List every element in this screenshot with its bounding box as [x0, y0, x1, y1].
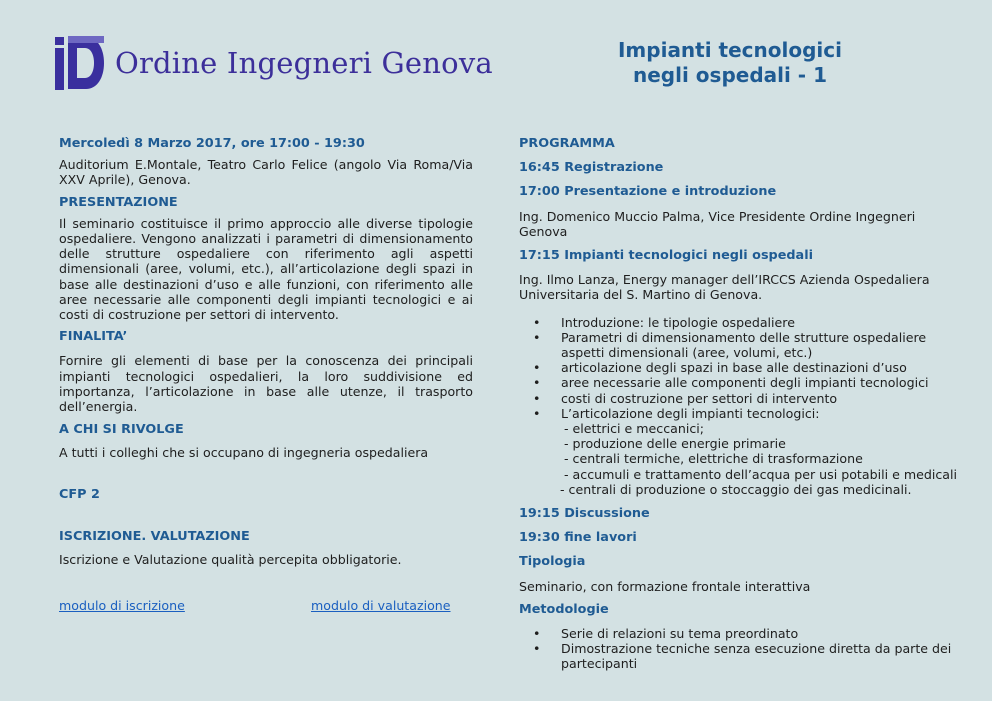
list-item: • aree necessarie alle componenti degli impianti tecnologici — [519, 375, 959, 390]
event-title-line1: Impianti tecnologici — [617, 38, 842, 62]
list-item: • costi di costruzione per settori di intervento — [519, 391, 959, 406]
event-title — [520, 38, 940, 88]
form-links — [59, 598, 473, 614]
org-name: Ordine Ingegneri Genova — [115, 46, 493, 80]
sub-item: - accumuli e trattamento dell’acqua per usi potabili e medicali — [564, 466, 957, 482]
list-item: • L’articolazione degli impianti tecnologici: — [519, 406, 959, 421]
list-item: • articolazione degli spazi in base alle destinazioni d’uso — [519, 360, 959, 375]
metodologie-heading: Metodologie — [519, 601, 609, 617]
impianti-slot: 17:15 Impianti tecnologici negli ospedali — [519, 248, 813, 264]
metodologie-list — [519, 626, 959, 672]
presentazione-text: Il seminario costituisce il primo approccio alle diverse tipologie ospedaliere. Vengono analizzati i parametri di dimensionamento delle strutture ospedaliere con riferimento agli aspetti dimensionali (aree, volumi, etc.), all’articolazione degli spazi in base alle destinazioni d’uso e alle funzioni, con riferimento alle aree necessarie alle componenti degli impianti tecnologici e ai costi di costruzione per settori di intervento. — [59, 215, 473, 323]
presentazione-slot: 17:00 Presentazione e introduzione — [519, 184, 777, 200]
iscrizione-link[interactable]: modulo di iscrizione — [59, 598, 185, 614]
list-item: • Dimostrazione tecniche senza esecuzione diretta da parte dei partecipanti — [519, 641, 959, 671]
discussione-slot: 19:15 Discussione — [519, 506, 650, 522]
tipologia-text: Seminario, con formazione frontale interattiva — [519, 578, 811, 594]
finalita-text: Fornire gli elementi di base per la conoscenza dei principali impianti tecnologici ospedalieri, la loro suddivisione ed importanza, l’articolazione in base alle utenze, il trasporto dell’energia. — [59, 353, 473, 415]
list-item: • Parametri di dimensionamento delle strutture ospedaliere aspetti dimensionali (aree, volumi, etc.) — [519, 330, 959, 360]
list-item: • Introduzione: le tipologie ospedaliere — [519, 315, 959, 330]
chi-si-rivolge-heading: A CHI SI RIVOLGE — [59, 422, 184, 438]
sub-list — [519, 421, 959, 497]
registrazione-slot: 16:45 Registrazione — [519, 160, 664, 176]
iscrizione-text: Iscrizione e Valutazione qualità percepita obbligatorie. — [59, 552, 402, 568]
cfp-label: CFP 2 — [59, 486, 100, 502]
chi-si-rivolge-text: A tutti i colleghi che si occupano di ingegneria ospedaliera — [59, 445, 429, 461]
sub-item: - centrali di produzione o stoccaggio dei gas medicinali. — [560, 481, 912, 497]
sub-item: - produzione delle energie primarie — [564, 436, 786, 452]
tipologia-heading: Tipologia — [519, 554, 586, 570]
finalita-heading: FINALITA’ — [59, 329, 128, 345]
left-column — [59, 136, 473, 614]
event-title-line2: negli ospedali - 1 — [633, 63, 827, 87]
org-logo — [55, 36, 493, 90]
impianti-speaker: Ing. Ilmo Lanza, Energy manager dell’IRCCS Azienda Ospedaliera Universitaria del S. Martino di Genova. — [519, 272, 930, 303]
logo-emblem-icon — [55, 36, 105, 90]
iscrizione-heading: ISCRIZIONE. VALUTAZIONE — [59, 528, 250, 544]
right-column — [519, 136, 959, 672]
valutazione-link[interactable]: modulo di valutazione — [311, 598, 451, 614]
list-item: • Serie di relazioni su tema preordinato — [519, 626, 959, 641]
programma-heading: PROGRAMMA — [519, 136, 615, 151]
presentazione-speaker: Ing. Domenico Muccio Palma, Vice Presidente Ordine Ingegneri Genova — [519, 208, 916, 239]
presentazione-heading: PRESENTAZIONE — [59, 194, 178, 210]
event-venue: Auditorium E.Montale, Teatro Carlo Felice (angolo Via Roma/Via XXV Aprile), Genova. — [59, 157, 473, 188]
fine-lavori-slot: 19:30 fine lavori — [519, 530, 637, 546]
sub-item: - centrali termiche, elettriche di trasformazione — [564, 451, 863, 467]
event-date: Mercoledì 8 Marzo 2017, ore 17:00 - 19:30 — [59, 136, 365, 151]
sub-item: - elettrici e meccanici; — [564, 421, 705, 437]
topics-list — [519, 315, 959, 421]
